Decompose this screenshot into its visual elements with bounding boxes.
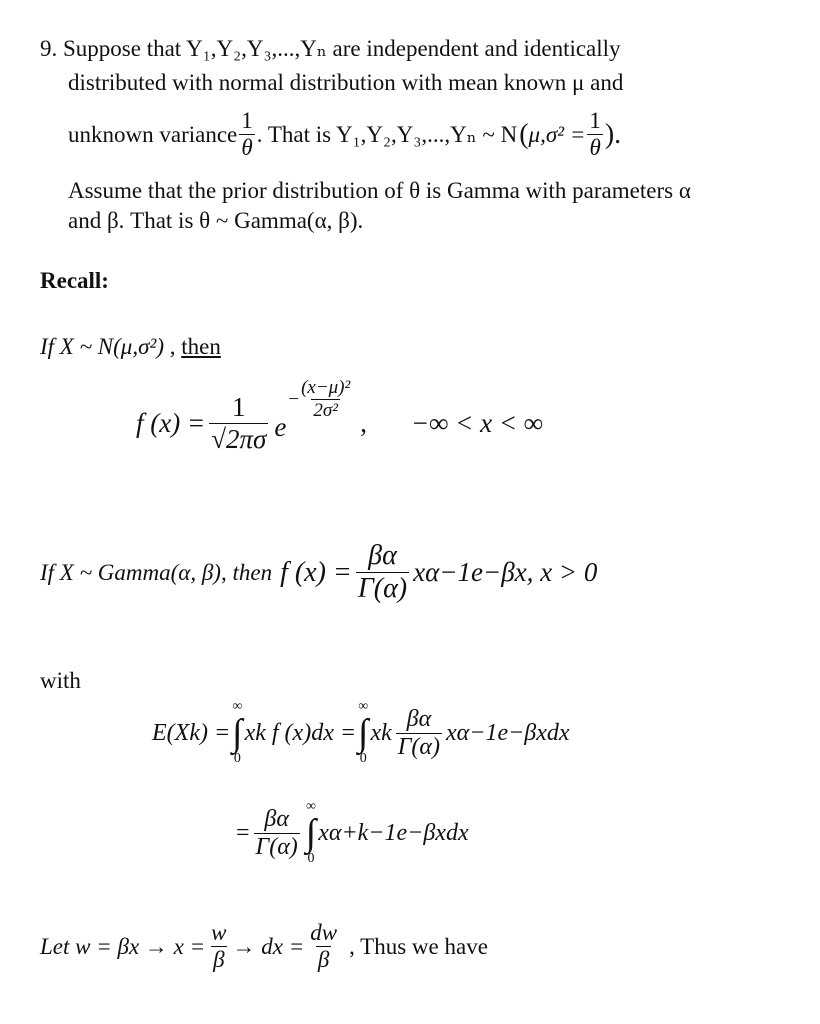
integral-1-lower: 0 <box>233 751 241 766</box>
normal-if: If X ~ N(μ,σ²) , <box>40 334 176 359</box>
problem-line-3 <box>68 108 621 161</box>
problem-line-4: Assume that the prior distribution of θ is Gamma with parameters α <box>68 178 691 203</box>
normal-exp-den: 2σ² <box>313 400 338 421</box>
normal-pdf <box>136 377 544 455</box>
problem-text-3b: . That is Y₁,Y₂,Y₃,...,Yₙ ~ N <box>256 121 518 147</box>
let-frac1-num: w <box>211 920 227 945</box>
moment-rest: xα−1e−βxdx <box>446 719 570 746</box>
moment2-rest: xα+k−1e−βxdx <box>318 819 469 846</box>
gamma-if: If X ~ Gamma(α, β), then <box>40 559 273 585</box>
problem-line-2: distributed with normal distribution with mean known μ and <box>68 70 624 95</box>
let-frac1-den: β <box>213 947 225 972</box>
problem-text-1: Suppose that Y₁,Y₂,Y₃,...,Yₙ are independent and identically <box>63 36 621 61</box>
normal-fraction <box>209 392 268 455</box>
variance-fraction <box>239 108 255 161</box>
integral-2-sign: ∫ <box>358 712 369 754</box>
let-fraction-2 <box>308 920 339 973</box>
normal-exponent <box>288 377 352 422</box>
moment-frac-den: Γ(α) <box>397 733 441 760</box>
moment-fraction <box>396 706 442 761</box>
integral-3-lower: 0 <box>307 851 315 866</box>
integral-2-lower: 0 <box>359 751 367 766</box>
let-arrow: → dx = <box>232 933 305 959</box>
gamma-frac-den: Γ(α) <box>357 573 408 604</box>
variance-frac-den: θ <box>241 135 253 160</box>
integral-1-sign: ∫ <box>232 712 243 754</box>
gamma-frac-num: βα <box>368 540 397 571</box>
integral-3 <box>306 800 316 866</box>
normal-e: e <box>274 412 287 442</box>
integral-1 <box>232 700 242 766</box>
normal-if-line <box>40 334 221 360</box>
let-fraction-1 <box>209 920 228 973</box>
problem-line-5: and β. That is θ ~ Gamma(α, β). <box>68 208 364 233</box>
integral-1-upper: ∞ <box>232 699 243 714</box>
thus-text: , Thus we have <box>349 933 488 959</box>
problem-line-1 <box>40 36 621 62</box>
integral-2-upper: ∞ <box>358 699 369 714</box>
integral-3-sign: ∫ <box>305 812 317 854</box>
gamma-rest: xα−1e−βx, x > 0 <box>413 557 598 587</box>
normal-comma: , <box>360 408 367 438</box>
problem-number: 9. <box>40 36 58 61</box>
variance-frac2-den: θ <box>589 135 601 160</box>
let-frac2-den: β <box>317 947 330 972</box>
problem-text-3a: unknown variance <box>68 121 238 147</box>
moment2-frac-num: βα <box>264 805 289 832</box>
gamma-line <box>40 540 597 605</box>
gamma-fraction <box>356 540 409 605</box>
gamma-lhs: f (x) = <box>280 556 352 588</box>
moment2-eq: = <box>236 819 250 846</box>
normal-frac-den: √2πσ <box>211 424 267 454</box>
moment-lhs: E(Xk) = <box>152 719 231 746</box>
problem-text-3c: μ,σ² = <box>528 121 586 147</box>
paren-close: ). <box>604 118 622 150</box>
moment-mid2: xk <box>370 719 392 746</box>
paren-open: ( <box>519 118 529 150</box>
normal-exp-fraction <box>299 377 352 422</box>
moment-mid1: xk f (x)dx = <box>244 719 357 746</box>
let-frac2-num: dw <box>310 920 338 945</box>
normal-then: then <box>181 334 221 359</box>
let-text: Let w = βx → x = <box>40 933 206 959</box>
substitution-line <box>40 920 488 973</box>
moment-frac-num: βα <box>406 705 432 732</box>
integral-3-upper: ∞ <box>306 799 316 814</box>
moment2-frac-den: Γ(α) <box>255 833 298 860</box>
variance-fraction-2 <box>587 108 603 161</box>
moment2-fraction <box>254 806 300 861</box>
variance-frac-num: 1 <box>241 108 253 133</box>
with-label: with <box>40 668 81 693</box>
normal-range: −∞ < x < ∞ <box>410 408 544 438</box>
moment-equation-1 <box>152 700 570 766</box>
integral-2 <box>358 700 368 766</box>
normal-exp-minus: − <box>288 388 300 410</box>
normal-lhs: f (x) = <box>136 408 206 438</box>
normal-frac-num: 1 <box>232 392 246 422</box>
normal-exp-num: (x−μ)² <box>301 377 351 398</box>
moment-equation-2 <box>236 800 469 866</box>
recall-heading: Recall: <box>40 268 109 293</box>
variance-frac2-num: 1 <box>589 108 601 133</box>
